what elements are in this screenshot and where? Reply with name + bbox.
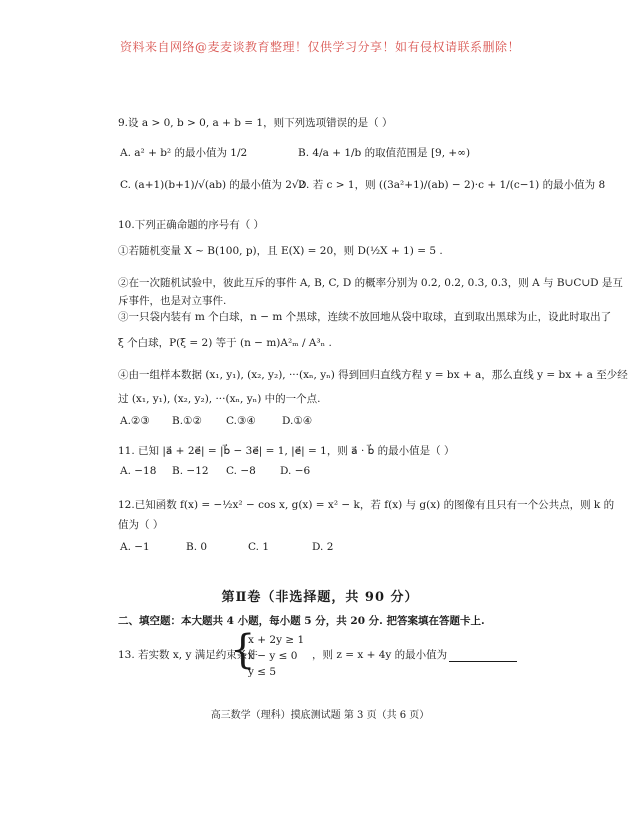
q10-statement-3-line-2: ξ 个白球，P(ξ = 2) 等于 (n − m)A²ₘ / A³ₙ . [118, 337, 332, 349]
q9-stem: 9.设 a > 0, b > 0, a + b = 1，则下列选项错误的是（ ） [118, 117, 393, 129]
q13-suffix: ，则 z = x + 4y 的最小值为 [312, 649, 448, 661]
q10-option-a: A.②③ [120, 415, 150, 427]
part-two-title: 第Ⅱ卷（非选择题，共 90 分） [221, 590, 419, 605]
q12-option-a: A. −1 [120, 541, 150, 553]
q10-statement-3-line-1: ③一只袋内装有 m 个白球，n − m 个黑球，连续不放回地从袋中取球，直到取出黑球为止，设此时取出了 [118, 311, 612, 323]
q12-option-c: C. 1 [248, 541, 270, 553]
q12-option-d: D. 2 [312, 541, 334, 553]
q10-option-c: C.③④ [226, 415, 256, 427]
q13-constraint-1: x + 2y ≥ 1 [248, 634, 305, 646]
q9-option-a: A. a² + b² 的最小值为 1/2 [120, 147, 248, 159]
q11-option-a: A. −18 [120, 465, 157, 477]
q9-option-b: B. 4/a + 1/b 的取值范围是 [9, +∞) [298, 147, 471, 159]
q13-constraint-2: x − y ≤ 0 [248, 650, 298, 662]
q11-option-c: C. −8 [226, 465, 256, 477]
q10-statement-1: ①若随机变量 X ~ B(100, p)，且 E(X) = 20，则 D(½X + 1) = 5 . [118, 245, 443, 257]
q12-option-b: B. 0 [186, 541, 208, 553]
q10-stem: 10.下列正确命题的序号有（ ） [118, 219, 265, 231]
q12-stem: 12.已知函数 f(x) = −½x² − cos x, g(x) = x² − k，若 f(x) 与 g(x) 的图像有且只有一个公共点，则 k 的 [118, 499, 615, 511]
q13-answer-blank [449, 649, 517, 662]
q10-statement-2-line-1: ②在一次随机试验中，彼此互斥的事件 A, B, C, D 的概率分别为 0.2, 0.2, 0.3, 0.3，则 A 与 B∪C∪D 是互 [118, 277, 623, 289]
fill-in-heading: 二、填空题：本大题共 4 小题，每小题 5 分，共 20 分. 把答案填在答题卡上. [118, 615, 485, 627]
q10-option-d: D.①④ [282, 415, 313, 427]
q10-statement-4-line-2: 过 (x₁, y₁), (x₂, y₂), ···(xₙ, yₙ) 中的一个点. [118, 393, 321, 405]
q9-option-c: C. (a+1)(b+1)/√(ab) 的最小值为 2√2 [120, 179, 306, 191]
q10-statement-4-line-1: ④由一组样本数据 (x₁, y₁), (x₂, y₂), ···(xₙ, yₙ) 得到回归直线方程 y = bx + a，那么直线 y = bx + a 至少经 [118, 369, 628, 381]
q9-option-d: D. 若 c > 1，则 ((3a²+1)/(ab) − 2)·c + 1/(c−1) 的最小值为 8 [298, 179, 606, 191]
page-footer: 高三数学（理科）摸底测试题 第 3 页（共 6 页） [210, 710, 430, 721]
q13-prefix: 13. 若实数 x, y 满足约束条件 [118, 649, 258, 661]
q11-option-d: D. −6 [280, 465, 311, 477]
q13-suffix-row [312, 648, 517, 662]
q13-constraint-3: y ≤ 5 [248, 666, 277, 678]
watermark-text: 资料来自网络@麦麦谈教育整理！仅供学习分享！如有侵权请联系删除！ [119, 40, 520, 54]
q11-stem: 11. 已知 |a⃗ + 2e⃗| = |b⃗ − 3e⃗| = 1, |e⃗| = 1，则 a⃗ · b⃗ 的最小值是（ ） [118, 445, 455, 457]
q10-option-b: B.①② [172, 415, 202, 427]
q10-statement-2-line-2: 斥事件，也是对立事件. [118, 295, 227, 307]
q13-brace: { [230, 627, 256, 673]
q12-stem-line-2: 值为（ ） [118, 519, 164, 531]
q11-option-b: B. −12 [172, 465, 209, 477]
